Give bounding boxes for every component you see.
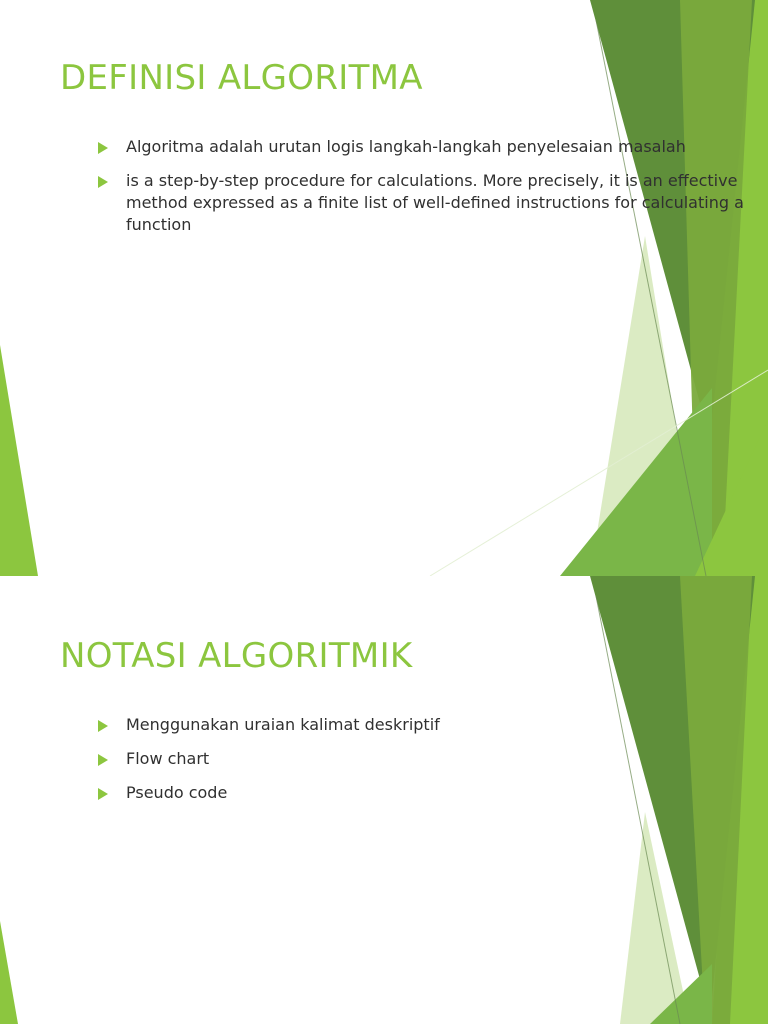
slide-title: DEFINISI ALGORITMA bbox=[60, 58, 423, 98]
slide-title: NOTASI ALGORITMIK bbox=[60, 636, 413, 676]
triangle-bullet-icon bbox=[98, 142, 108, 154]
slide-notasi-algoritmik bbox=[0, 576, 768, 1024]
bullet-text: is a step-by-step procedure for calculations. More precisely, it is an effective method expressed as a finite list of well-defined instructions for calculating a function bbox=[126, 171, 744, 234]
triangle-bullet-icon bbox=[98, 788, 108, 800]
triangle-bullet-icon bbox=[98, 754, 108, 766]
list-item bbox=[98, 170, 768, 236]
bullet-list bbox=[98, 136, 768, 248]
list-item bbox=[98, 748, 718, 770]
list-item bbox=[98, 782, 718, 804]
list-item bbox=[98, 714, 718, 736]
bullet-text: Algoritma adalah urutan logis langkah-langkah penyelesaian masalah bbox=[126, 137, 686, 156]
bullet-list bbox=[98, 714, 718, 816]
bullet-text: Pseudo code bbox=[126, 783, 228, 802]
left-edge-triangle bbox=[0, 921, 18, 1024]
bullet-text: Menggunakan uraian kalimat deskriptif bbox=[126, 715, 440, 734]
triangle-bullet-icon bbox=[98, 720, 108, 732]
left-edge-triangle bbox=[0, 345, 38, 576]
triangle-bullet-icon bbox=[98, 176, 108, 188]
bullet-text: Flow chart bbox=[126, 749, 210, 768]
list-item bbox=[98, 136, 768, 158]
